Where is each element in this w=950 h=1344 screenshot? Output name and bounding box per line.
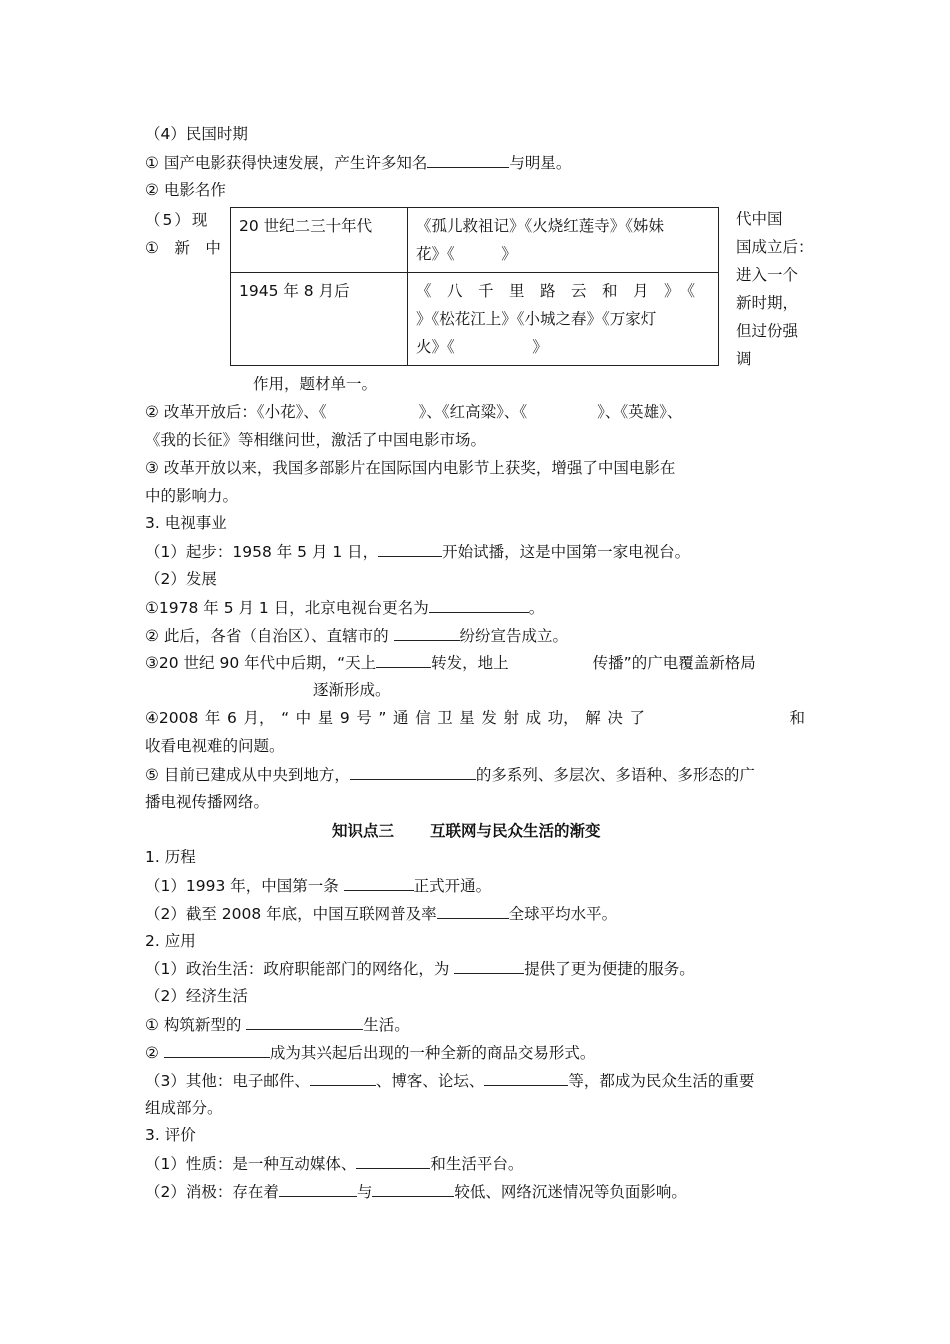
blank: [350, 764, 476, 780]
text: 新时期，: [736, 294, 799, 312]
blank: [279, 1181, 357, 1197]
text-line: [145, 875, 491, 896]
text: 成为其兴起后出现的一种全新的商品交易形式。: [269, 1044, 596, 1062]
text: 但过份强: [736, 322, 799, 340]
text: ② 改革开放后：《小花》、《: [145, 403, 327, 421]
blank: [394, 625, 460, 641]
section-heading: 2. 应用: [145, 932, 196, 950]
text: 知识点三: [332, 822, 395, 840]
text-line: [145, 1181, 687, 1202]
text: 和生活平台。: [430, 1155, 524, 1173]
table-cell: [408, 208, 719, 273]
text-line: [145, 903, 617, 924]
text: 》、《英雄》、: [597, 403, 683, 421]
text: 月，: [243, 709, 275, 727]
text: 6: [227, 709, 237, 727]
text: （1）政治生活：政府职能部门的网络化，为: [145, 960, 455, 978]
text-line: 《我的长征》等相继问世，激活了中国电影市场。: [145, 431, 487, 449]
text: ”: [378, 709, 387, 727]
section-heading: 3. 评价: [145, 1126, 196, 1144]
text: ④2008: [145, 709, 199, 727]
text: （3）其他：电子邮件、: [145, 1072, 310, 1090]
text: 提供了更为便捷的服务。: [524, 960, 695, 978]
text: ① 构筑新型的: [145, 1016, 247, 1034]
text-line: ② 电影名作: [145, 181, 226, 199]
text-line: [145, 1042, 595, 1063]
text: （1）性质：是一种互动媒体、: [145, 1155, 357, 1173]
blank: [454, 958, 524, 974]
text-line: [145, 1014, 410, 1035]
text: 、博客、论坛、: [375, 1072, 485, 1090]
text-line: 收看电视难的问题。: [145, 737, 285, 755]
blank: [437, 903, 509, 919]
text: 信: [415, 709, 431, 727]
text-line: 播电视传播网络。: [145, 793, 270, 811]
text-line: ③ 改革开放以来，我国多部影片在国际国内电影节上获奖，增强了中国电影在: [145, 459, 676, 477]
text: ① 新 中: [145, 239, 221, 257]
text: 解: [585, 709, 601, 727]
film-table: [230, 207, 719, 366]
text: （2）截至 2008 年底，中国互联网普及率: [145, 905, 437, 923]
text: （2）消极：存在着: [145, 1183, 279, 1201]
text-line: [145, 708, 805, 728]
text: 。: [528, 599, 545, 617]
text: 年: [204, 709, 221, 727]
text-line: [145, 1153, 523, 1174]
text: 火》《 》: [416, 338, 548, 356]
text: （1）1993 年，中国第一条: [145, 877, 344, 895]
text: 进入一个: [736, 266, 799, 284]
text: 较低、网络沉迷情况等负面影响。: [454, 1183, 687, 1201]
text: 星: [317, 709, 334, 727]
text-column: [736, 205, 814, 373]
text: 转发，地上: [431, 654, 509, 672]
table-cell: 1945 年 8 月后: [231, 273, 408, 366]
text: 国成立后：: [736, 238, 814, 256]
text-line: 组成部分。: [145, 1099, 223, 1117]
blank: [484, 1070, 568, 1086]
text: 》《松花江上》《小城之春》《万家灯: [416, 310, 657, 328]
text-line: [145, 958, 695, 979]
text-line: （2）经济生活: [145, 987, 248, 1005]
text: 和: [789, 709, 805, 727]
text: 9: [339, 709, 350, 727]
text-line: 逐渐形成。: [313, 681, 391, 699]
text-line: [145, 597, 544, 618]
text: 纷纷宣告成立。: [459, 627, 569, 645]
table-row: [231, 273, 719, 366]
text: 正式开通。: [413, 877, 492, 895]
blank: [429, 597, 529, 613]
text-line: [145, 652, 756, 673]
text: 决: [607, 709, 623, 727]
text: 卫: [437, 709, 453, 727]
text: 全球平均水平。: [508, 905, 618, 923]
blank: [344, 875, 414, 891]
text: 了: [629, 709, 645, 727]
text: 传播”的广电覆盖新格局: [592, 654, 756, 672]
text: （1）起步：1958 年 5 月 1 日，: [145, 543, 379, 561]
text-line: [145, 152, 571, 173]
text: 》、《红高粱》、《: [418, 403, 528, 421]
table-cell: [408, 273, 719, 366]
text: 与明星。: [509, 154, 572, 172]
text: 射: [503, 709, 519, 727]
text: ② 此后，各省（自治区）、直辖市的: [145, 627, 394, 645]
text-line: [145, 625, 568, 646]
blank: [376, 652, 431, 668]
section-heading: （4）民国时期: [145, 125, 248, 143]
text-line: [145, 764, 755, 785]
text: ①1978 年 5 月 1 日，北京电视台更名为: [145, 599, 429, 617]
text: 《 八 千 里 路 云 和 月 》 《: [416, 282, 696, 300]
text: ⑤ 目前已建成从中央到地方，: [145, 766, 350, 784]
text: 互联网与民众生活的渐变: [430, 822, 601, 840]
text: （5）现: [145, 211, 210, 229]
text-line: 作用，题材单一。: [253, 375, 378, 393]
text: 星: [459, 709, 475, 727]
text: ②: [145, 1044, 164, 1062]
text: 功，: [547, 709, 579, 727]
text: 号: [356, 709, 372, 727]
text: 通: [393, 709, 409, 727]
text-line: [145, 402, 682, 422]
text: 生活。: [363, 1016, 410, 1034]
text: 中: [295, 709, 312, 727]
text: 代中国: [736, 210, 783, 228]
text: 发: [481, 709, 497, 727]
blank: [356, 1153, 430, 1169]
text: ③20 世纪 90 年代中后期，“天上: [145, 654, 377, 672]
text-line: [145, 541, 690, 562]
text: ① 国产电影获得快速发展，产生许多知名: [145, 154, 428, 172]
text: 等，都成为民众生活的重要: [568, 1072, 755, 1090]
section-heading: 1. 历程: [145, 848, 196, 866]
text: 《孤儿救祖记》《火烧红莲寺》《姊妹: [416, 217, 665, 235]
table-cell: 20 世纪二三十年代: [231, 208, 408, 273]
blank: [378, 541, 442, 557]
text: 调: [736, 350, 752, 368]
text-group: [145, 708, 645, 728]
section-heading: 3. 电视事业: [145, 514, 227, 532]
blank: [427, 152, 509, 168]
blank: [372, 1181, 454, 1197]
text-line: [145, 1070, 754, 1091]
blank: [164, 1042, 270, 1058]
text: 成: [525, 709, 542, 727]
blank: [310, 1070, 376, 1086]
text-line: 中的影响力。: [145, 487, 239, 505]
table-row: [231, 208, 719, 273]
section-title: [332, 819, 601, 841]
justified-line: [145, 708, 805, 728]
text: 与: [356, 1183, 373, 1201]
text: 开始试播，这是中国第一家电视台。: [442, 543, 691, 561]
text: 的多系列、多层次、多语种、多形态的广: [475, 766, 755, 784]
text-line: （2）发展: [145, 570, 217, 588]
blank: [246, 1014, 363, 1030]
text: 花》《 》: [416, 245, 517, 263]
text: “: [281, 709, 290, 727]
